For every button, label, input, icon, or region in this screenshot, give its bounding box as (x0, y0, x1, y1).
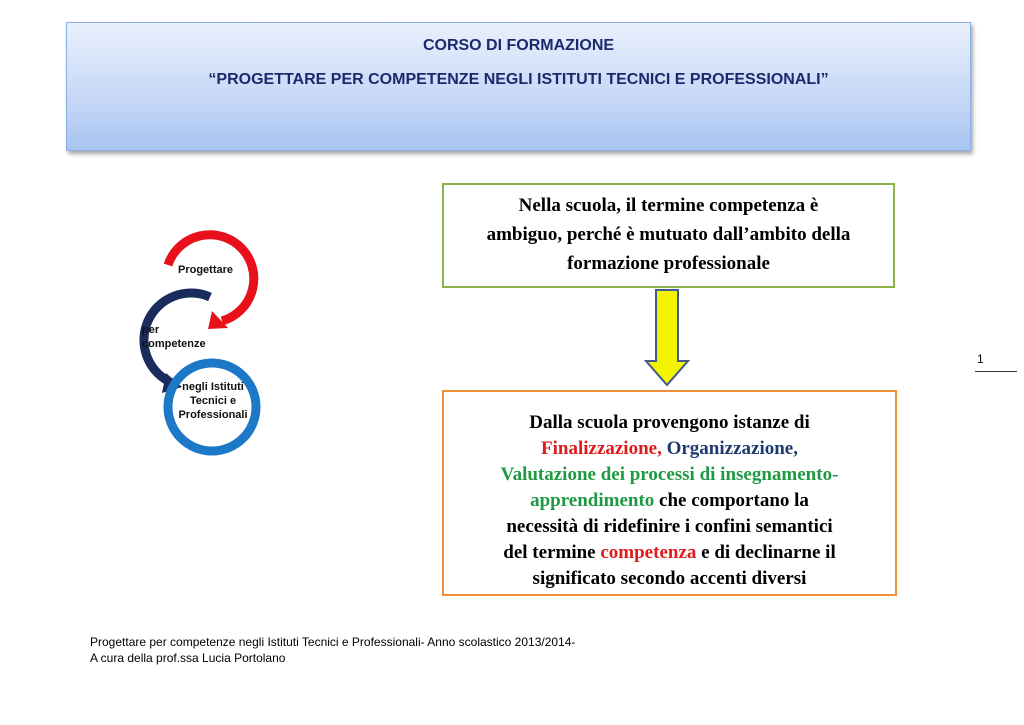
statement-line: ambiguo, perché è mutuato dall’ambito della (486, 224, 851, 245)
cycle-diagram (120, 225, 270, 460)
page-number-rule (975, 371, 1017, 372)
keyword-finalizzazione: Finalizzazione, (541, 438, 662, 459)
page-title: CORSO DI FORMAZIONE (422, 37, 615, 54)
cycle-label-istituti: negli Istituti Tecnici e Professionali (178, 381, 248, 421)
keyword-competenza: competenza (600, 542, 697, 563)
cycle-label-progettare: Progettare (178, 264, 234, 276)
cycle-label-competenze: per competenze (142, 324, 206, 350)
statement-line (444, 540, 895, 566)
keyword-valutazione: Valutazione dei processi di insegnamento- (500, 464, 839, 485)
page-subtitle: “PROGETTARE PER COMPETENZE NEGLI ISTITUTI TECNICI E PROFESSIONALI” (208, 71, 829, 88)
keyword-apprendimento: apprendimento (530, 490, 655, 511)
statement-line: significato secondo accenti diversi (532, 568, 807, 589)
statement-line: formazione professionale (567, 253, 770, 274)
keyword-organizzazione: Organizzazione, (666, 438, 798, 459)
statement-text: del termine (503, 542, 596, 563)
statement-line: Nella scuola, il termine competenza è (518, 195, 819, 216)
footer-line: A cura della prof.ssa Lucia Portolano (90, 651, 286, 665)
down-arrow-icon (644, 289, 690, 387)
footer (90, 634, 575, 666)
statement-line: Dalla scuola provengono istanze di (529, 412, 810, 433)
statement-box-bottom (442, 390, 897, 596)
statement-text: e di declinarne il (701, 542, 836, 563)
statement-box-top (442, 183, 895, 288)
cycle-arc-red (168, 235, 254, 321)
statement-line (444, 488, 895, 514)
statement-line (444, 436, 895, 462)
statement-line: necessità di ridefinire i confini semantici (506, 516, 833, 537)
footer-line: Progettare per competenze negli Istituti Tecnici e Professionali- Anno scolastico 2013/2014- (90, 635, 576, 649)
header-banner (66, 22, 971, 151)
page-number: 1 (977, 352, 984, 366)
statement-text: che comportano la (659, 490, 809, 511)
